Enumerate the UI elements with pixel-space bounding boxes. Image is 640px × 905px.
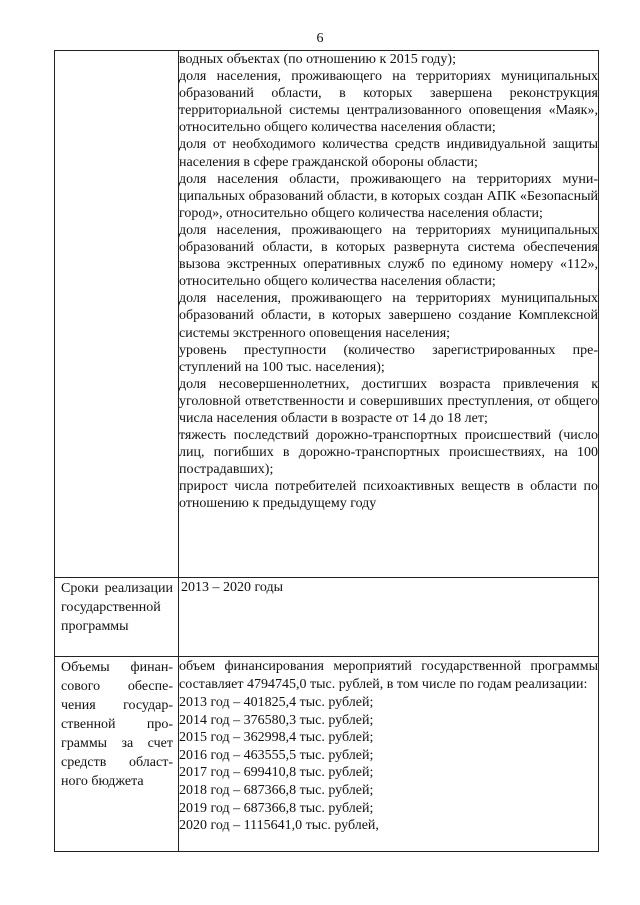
indicator-item: доля населения, проживающего на территориях муниципальных образований области, в которых завершено создание Комплексной системы экстренного оповещения населения; bbox=[179, 291, 598, 341]
funding-label: Объемы финансового обеспечения государственной программы за счет средств областного бюджета bbox=[61, 660, 173, 789]
indicator-item: доля от необходимого количества средств индивидуальной защиты населения в сфере гражданской обороны области; bbox=[179, 137, 598, 170]
terms-value: 2013 – 2020 годы bbox=[181, 580, 284, 595]
terms-value-cell bbox=[179, 578, 599, 657]
funding-year-item: 2015 год – 362998,4 тыс. рублей; bbox=[179, 730, 374, 746]
funding-year-item: 2019 год – 687366,8 тыс. рублей; bbox=[179, 800, 374, 816]
indicators-cell bbox=[179, 51, 599, 578]
funding-label-cell bbox=[55, 657, 179, 852]
page-number: 6 bbox=[316, 31, 324, 46]
indicator-item: водных объектах (по отношению к 2015 году); bbox=[179, 52, 456, 67]
indicator-item: доля населения, проживающего на территориях муниципальных образований области, в которых развернута система обеспечения вызова экстренных оперативных служб по единому номеру «112», относительно общего количества населения области; bbox=[179, 222, 598, 290]
indicators-label-cell bbox=[55, 51, 179, 578]
indicator-item: уровень преступности (количество зарегистрированных преступлений на 100 тыс. населения); bbox=[179, 342, 598, 375]
terms-label-cell bbox=[55, 578, 179, 657]
indicator-item: прирост числа потребителей психоактивных веществ в области по отношению к предыдущему году bbox=[179, 479, 598, 512]
row-indicators bbox=[55, 51, 599, 578]
row-funding bbox=[55, 657, 599, 852]
indicator-item: доля несовершеннолетних, достигших возраста привлечения к уголовной ответственности и совершивших преступления, от общего числа населения области в возрасте от 14 до 18 лет; bbox=[179, 376, 598, 426]
funding-year-item: 2014 год – 376580,3 тыс. рублей; bbox=[179, 712, 374, 728]
funding-year-item: 2017 год – 699410,8 тыс. рублей; bbox=[179, 765, 374, 781]
funding-year-item: 2013 год – 401825,4 тыс. рублей; bbox=[179, 695, 374, 710]
funding-year-item: 2018 год – 687366,8 тыс. рублей; bbox=[179, 782, 374, 798]
funding-year-item: 2016 год – 463555,5 тыс. рублей; bbox=[179, 747, 374, 763]
passport-table bbox=[54, 50, 599, 852]
indicator-item: доля населения области, проживающего на территориях муниципальных образований области, в которых создан АПК «Безопасный город», относительно общего количества населения области; bbox=[179, 171, 598, 221]
indicator-item: тяжесть последствий дорожно-транспортных происшествий (число лиц, погибших в дорожно-транспортных происшествиях, на 100 пострадавших); bbox=[179, 428, 598, 478]
terms-label: Сроки реализации государственной программы bbox=[61, 581, 173, 634]
funding-value-cell bbox=[179, 657, 599, 852]
indicator-item: доля населения, проживающего на территориях муниципальных образований области, в которых завершена реконструкция территориальной системы централизованного оповещения «Маяк», относительно общего количества населения области; bbox=[179, 69, 598, 136]
funding-intro: объем финансирования мероприятий государственной программы составляет 4794745,0 тыс. рублей, в том числе по годам реализации: bbox=[179, 659, 598, 692]
row-terms bbox=[55, 578, 599, 657]
funding-year-item: 2020 год – 1115641,0 тыс. рублей, bbox=[179, 818, 379, 834]
